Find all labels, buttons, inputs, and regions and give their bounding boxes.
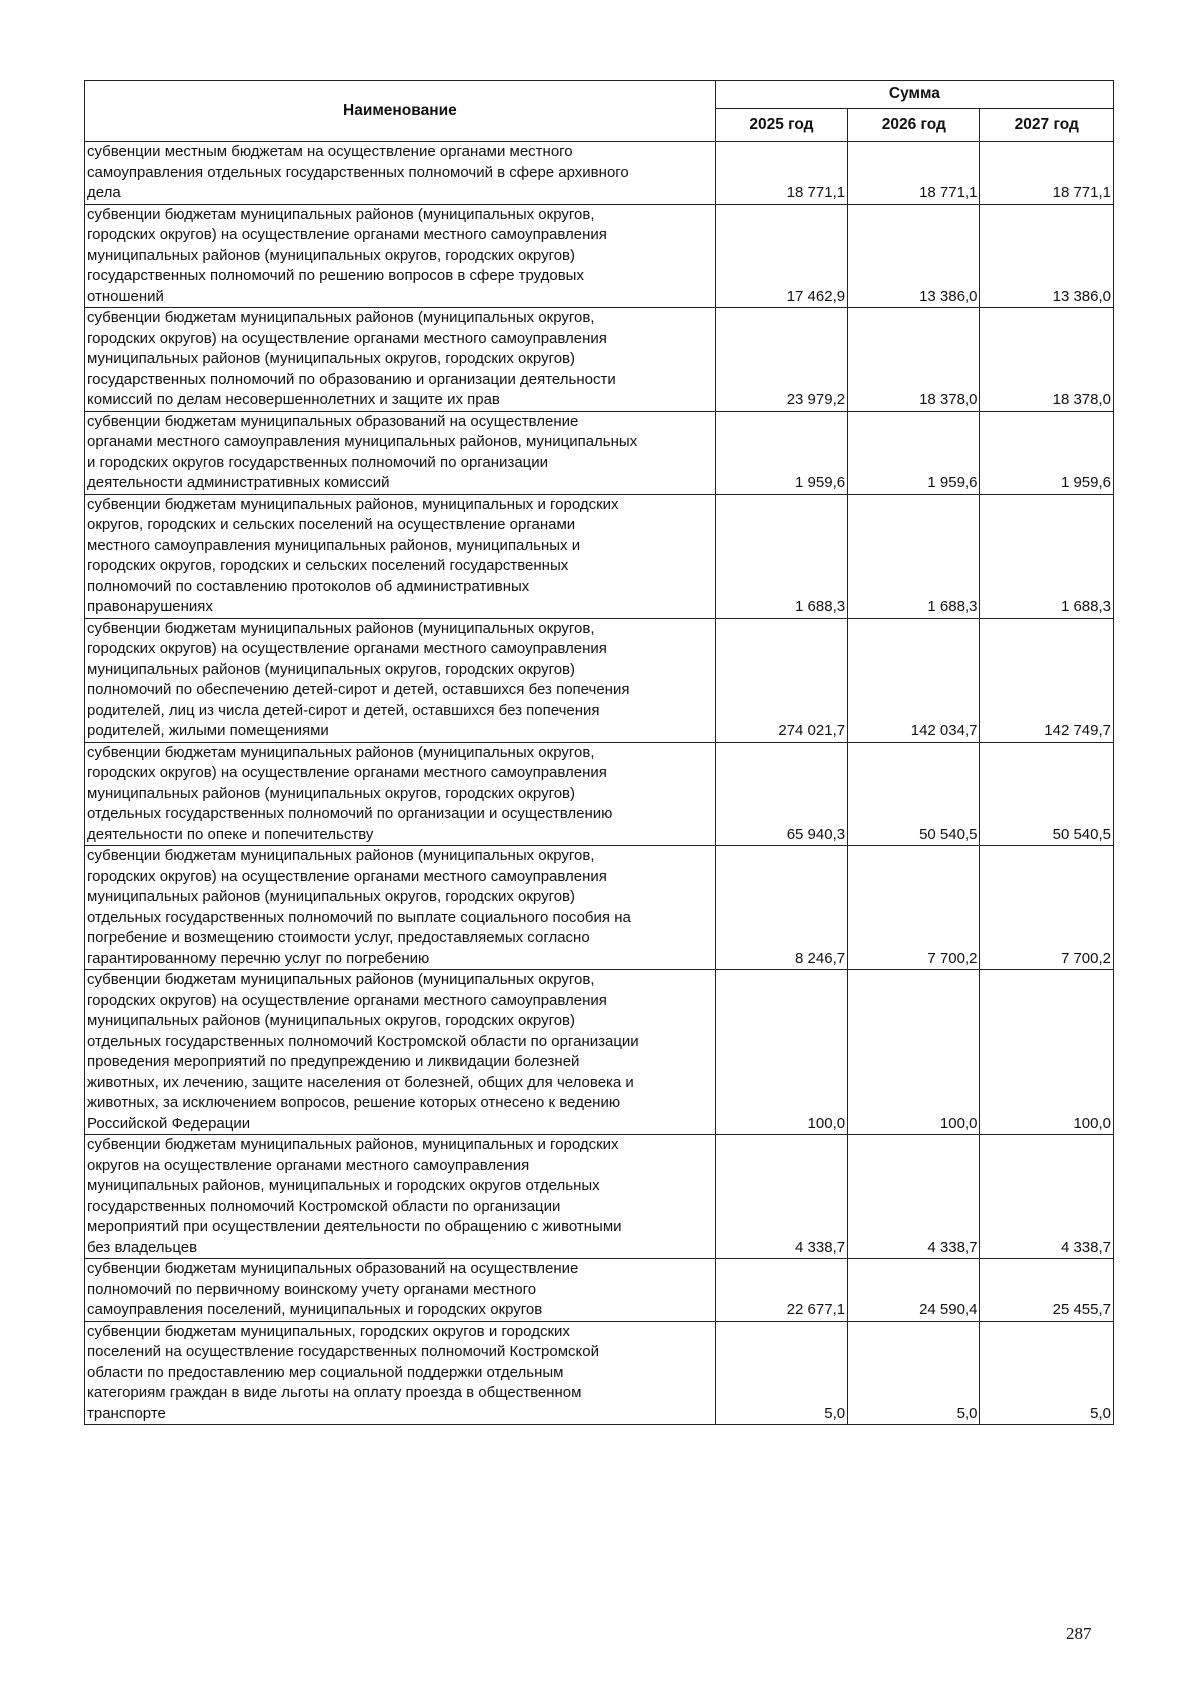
- value-2025: 4 338,7: [715, 1135, 847, 1259]
- value-2025: 8 246,7: [715, 846, 847, 970]
- value-2027: 50 540,5: [980, 742, 1114, 846]
- value-2026: 100,0: [848, 970, 980, 1135]
- table-row: [85, 411, 1114, 494]
- value-2027: 13 386,0: [980, 204, 1114, 308]
- column-header-name: Наименование: [85, 81, 716, 142]
- value-2026: 142 034,7: [848, 618, 980, 742]
- row-name: субвенции бюджетам муниципальных районов (муниципальных округов, городских округов) на осуществление органами местного самоуправления муниципальных районов (муниципальных округов, городских округов) государственных полномочий по образованию и организации деятельности комиссий по делам несовершеннолетних и защите их прав: [85, 308, 716, 412]
- value-2026: 24 590,4: [848, 1259, 980, 1322]
- value-2027: 1 959,6: [980, 411, 1114, 494]
- table-row: [85, 142, 1114, 205]
- value-2027: 1 688,3: [980, 494, 1114, 618]
- table-header: [85, 81, 1114, 142]
- column-header-2025: 2025 год: [715, 108, 847, 141]
- value-2027: 100,0: [980, 970, 1114, 1135]
- table-row: [85, 494, 1114, 618]
- value-2027: 142 749,7: [980, 618, 1114, 742]
- row-name: субвенции бюджетам муниципальных районов, муниципальных и городских округов, городских и сельских поселений на осуществление органами местного самоуправления муниципальных районов, муниципальных и городских округов, городских и сельских поселений государственных полномочий по составлению протоколов об административных правонарушениях: [85, 494, 716, 618]
- value-2025: 23 979,2: [715, 308, 847, 412]
- value-2027: 18 378,0: [980, 308, 1114, 412]
- value-2025: 22 677,1: [715, 1259, 847, 1322]
- value-2026: 18 771,1: [848, 142, 980, 205]
- table-row: [85, 1135, 1114, 1259]
- value-2026: 7 700,2: [848, 846, 980, 970]
- value-2026: 1 688,3: [848, 494, 980, 618]
- value-2026: 18 378,0: [848, 308, 980, 412]
- value-2026: 13 386,0: [848, 204, 980, 308]
- page-number: 287: [1066, 1624, 1092, 1643]
- value-2025: 100,0: [715, 970, 847, 1135]
- table-row: [85, 1259, 1114, 1322]
- value-2025: 1 959,6: [715, 411, 847, 494]
- value-2026: 4 338,7: [848, 1135, 980, 1259]
- row-name: субвенции бюджетам муниципальных районов, муниципальных и городских округов на осуществление органами местного самоуправления муниципальных районов, муниципальных и городских округов отдельных государственных полномочий Костромской области по организации мероприятий при осуществлении деятельности по обращению с животными без владельцев: [85, 1135, 716, 1259]
- row-name: субвенции бюджетам муниципальных районов (муниципальных округов, городских округов) на осуществление органами местного самоуправления муниципальных районов (муниципальных округов, городских округов) государственных полномочий по решению вопросов в сфере трудовых отношений: [85, 204, 716, 308]
- table-row: [85, 970, 1114, 1135]
- column-header-2026: 2026 год: [848, 108, 980, 141]
- table-row: [85, 742, 1114, 846]
- value-2025: 274 021,7: [715, 618, 847, 742]
- table-row: [85, 846, 1114, 970]
- value-2026: 1 959,6: [848, 411, 980, 494]
- value-2025: 5,0: [715, 1321, 847, 1425]
- value-2025: 65 940,3: [715, 742, 847, 846]
- table-row: [85, 1321, 1114, 1425]
- value-2027: 18 771,1: [980, 142, 1114, 205]
- budget-table: [84, 80, 1114, 1425]
- column-header-sum: Сумма: [715, 81, 1113, 109]
- row-name: субвенции бюджетам муниципальных районов (муниципальных округов, городских округов) на осуществление органами местного самоуправления муниципальных районов (муниципальных округов, городских округов) отдельных государственных полномочий Костромской области по организации проведения мероприятий по предупреждению и ликвидации болезней животных, их лечению, защите населения от болезней, общих для человека и животных, за исключением вопросов, решение которых отнесено к ведению Российской Федерации: [85, 970, 716, 1135]
- row-name: субвенции бюджетам муниципальных образований на осуществление органами местного самоуправления муниципальных районов, муниципальных и городских округов государственных полномочий по организации деятельности административных комиссий: [85, 411, 716, 494]
- row-name: субвенции бюджетам муниципальных районов (муниципальных округов, городских округов) на осуществление органами местного самоуправления муниципальных районов (муниципальных округов, городских округов) полномочий по обеспечению детей-сирот и детей, оставшихся без попечения родителей, лиц из числа детей-сирот и детей, оставшихся без попечения родителей, жилыми помещениями: [85, 618, 716, 742]
- row-name: субвенции местным бюджетам на осуществление органами местного самоуправления отдельных государственных полномочий в сфере архивного дела: [85, 142, 716, 205]
- value-2027: 4 338,7: [980, 1135, 1114, 1259]
- value-2027: 7 700,2: [980, 846, 1114, 970]
- table-row: [85, 308, 1114, 412]
- row-name: субвенции бюджетам муниципальных районов (муниципальных округов, городских округов) на осуществление органами местного самоуправления муниципальных районов (муниципальных округов, городских округов) отдельных государственных полномочий по организации и осуществлению деятельности по опеке и попечительству: [85, 742, 716, 846]
- value-2025: 18 771,1: [715, 142, 847, 205]
- row-name: субвенции бюджетам муниципальных, городских округов и городских поселений на осуществление государственных полномочий Костромской области по предоставлению мер социальной поддержки отдельным категориям граждан в виде льготы на оплату проезда в общественном транспорте: [85, 1321, 716, 1425]
- table-body: [85, 142, 1114, 1425]
- row-name: субвенции бюджетам муниципальных образований на осуществление полномочий по первичному воинскому учету органами местного самоуправления поселений, муниципальных и городских округов: [85, 1259, 716, 1322]
- value-2026: 50 540,5: [848, 742, 980, 846]
- value-2027: 25 455,7: [980, 1259, 1114, 1322]
- column-header-2027: 2027 год: [980, 108, 1114, 141]
- row-name: субвенции бюджетам муниципальных районов (муниципальных округов, городских округов) на осуществление органами местного самоуправления муниципальных районов (муниципальных округов, городских округов) отдельных государственных полномочий по выплате социального пособия на погребение и возмещению стоимости услуг, предоставляемых согласно гарантированному перечню услуг по погребению: [85, 846, 716, 970]
- value-2026: 5,0: [848, 1321, 980, 1425]
- value-2025: 1 688,3: [715, 494, 847, 618]
- value-2025: 17 462,9: [715, 204, 847, 308]
- table-row: [85, 618, 1114, 742]
- value-2027: 5,0: [980, 1321, 1114, 1425]
- table-row: [85, 204, 1114, 308]
